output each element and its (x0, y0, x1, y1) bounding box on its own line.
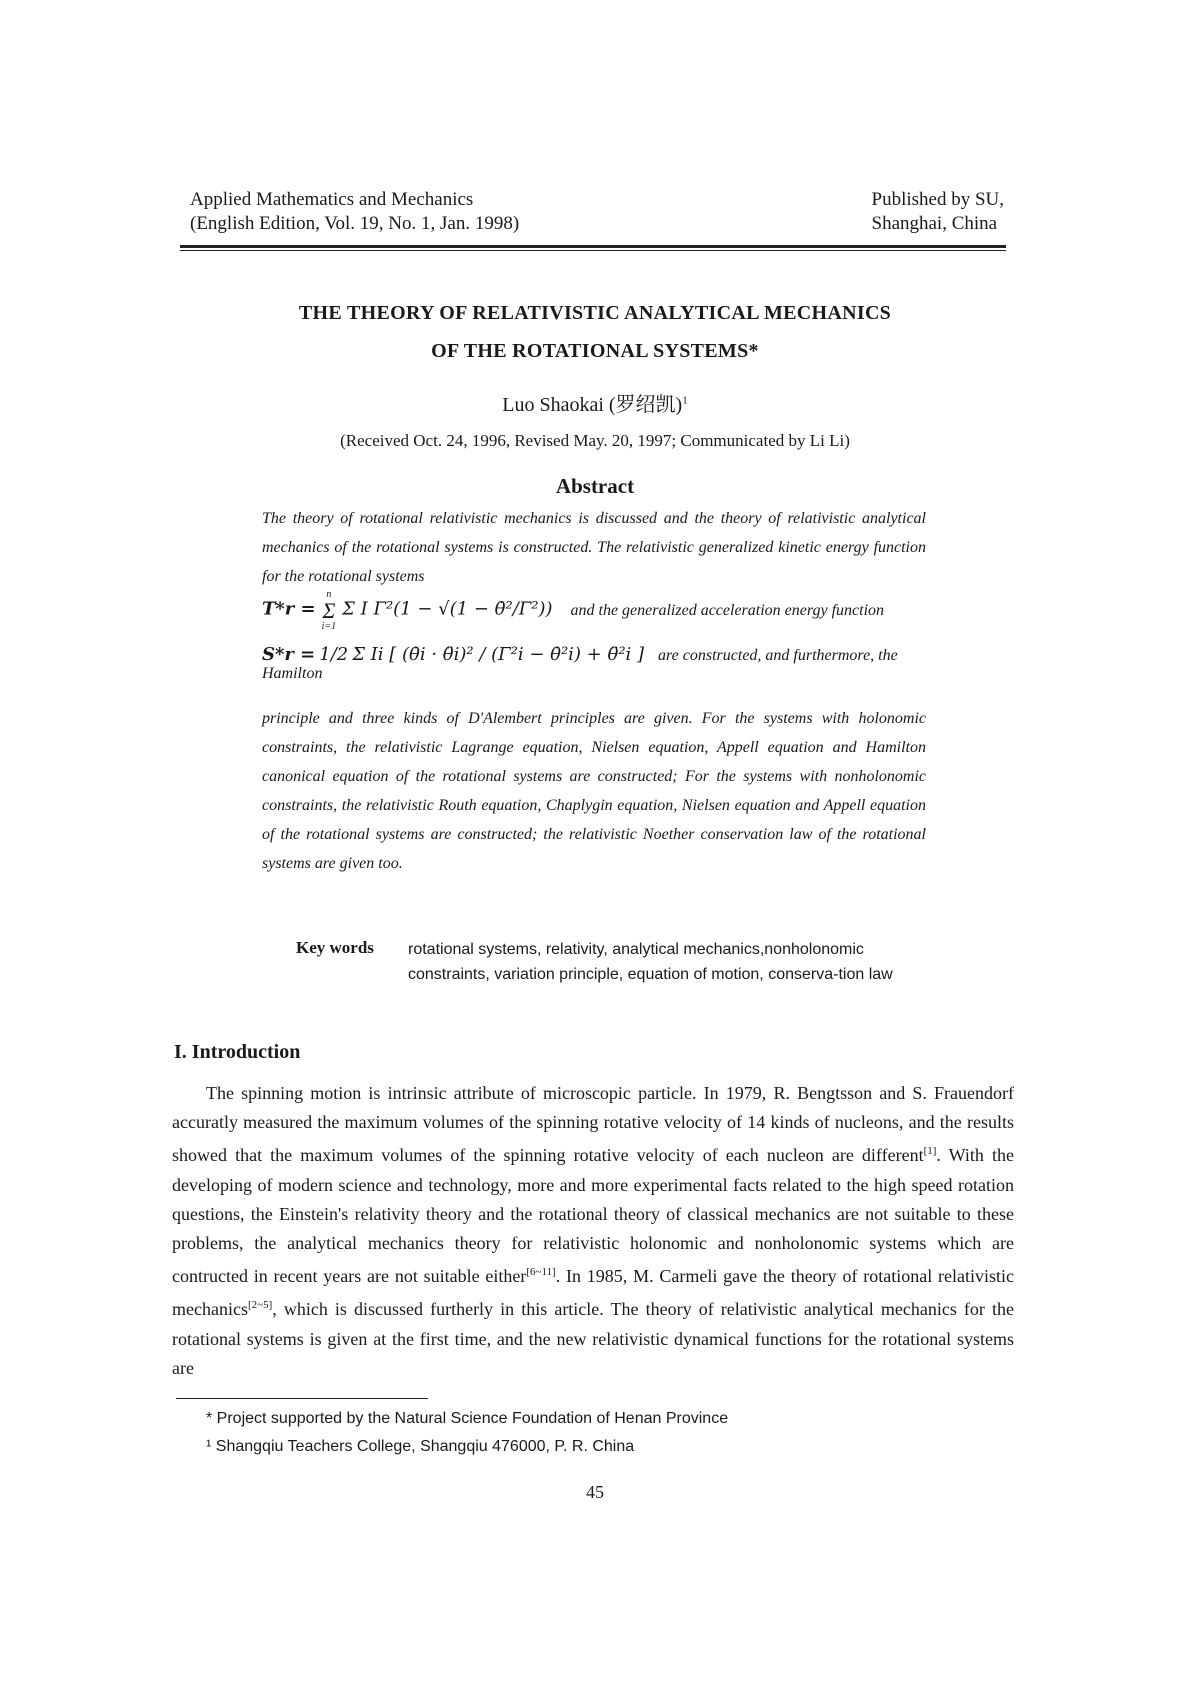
intro-segment-2: . With the developing of modern science and technology, more and more experimental facts related to the high speed rotation questions, the Einstein's relativity theory and the rotational theory of classical mechanics are not suitable to these problems, the analytical mechanics theory for relativistic holonomic and nonholonomic systems which are contructed in recent years are not suitable either (172, 1145, 1014, 1287)
keywords-list: rotational systems, relativity, analytical mechanics,nonholonomic constraints, variation principle, equation of motion, conserva-tion law (408, 941, 893, 983)
kinetic-energy-formula (262, 590, 926, 632)
abstract-paragraph-1 (262, 504, 926, 591)
formula2-tail: are constructed, and furthermore, the Hamilton (262, 647, 898, 682)
footnote-rule (176, 1398, 428, 1399)
intro-segment-1: The spinning motion is intrinsic attribute of microscopic particle. In 1979, R. Bengtsson and S. Frauendorf accuratly measured the maximum volumes of the spinning rotative velocity of 14 kinds of nucleons, and the results showed that the maximum volumes of the spinning rotative velocity of each nucleon are different (172, 1083, 1014, 1166)
formula1-rhs: Σ I Γ²(1 − √(1 − θ̇²/Γ²)) (342, 598, 553, 620)
keywords-label: Key words (296, 938, 374, 957)
footnote-affiliation: ¹ Shangqiu Teachers College, Shangqiu 476000, P. R. China (206, 1438, 635, 1455)
formula1-sum-top: n (326, 589, 332, 600)
acceleration-energy-formula (262, 644, 926, 683)
intro-segment-3: . In 1985, M. Carmeli gave the theory of rotational relativistic mechanics (172, 1266, 1014, 1320)
received-dates: (Received Oct. 24, 1996, Revised May. 20, 1997; Communicated by Li Li) (340, 431, 850, 450)
formula2-body: Σ Ii [ (θ̇i · θ̈i)² / (Γ²i − θ̇²i) + θ̈²i ] (352, 644, 645, 665)
publisher-info (872, 188, 1005, 236)
header-rule-thick (180, 245, 1006, 248)
formula2-lhs: S*r = (262, 644, 316, 665)
intro-segment-4: , which is discussed furtherly in this article. The theory of relativistic analytical mechanics for the rotational systems is given at the first time, and the new relativistic dynamical functions for the rotational systems are (172, 1299, 1014, 1378)
formula1-tail: and the generalized acceleration energy function (570, 601, 885, 619)
section-heading: I. Introduction (174, 1041, 301, 1063)
formula1-sum: n Σ i=1 (321, 589, 337, 632)
paper-title (180, 294, 1010, 370)
page-number: 45 (586, 1482, 604, 1502)
citation-2: [6~11] (526, 1266, 556, 1279)
abstract-heading: Abstract (555, 474, 635, 498)
author (180, 388, 1010, 417)
journal-info (190, 188, 519, 236)
author-name: Luo Shaokai (罗绍凯) (502, 394, 683, 416)
header-rule-thin (180, 250, 1006, 251)
footnote-funding: * Project supported by the Natural Science Foundation of Henan Province (206, 1410, 729, 1427)
introduction-paragraph (172, 1079, 1014, 1383)
citation-3: [2~5] (247, 1299, 273, 1312)
formula1-sum-bottom: i=1 (321, 621, 337, 632)
author-affiliation-marker: 1 (682, 394, 688, 407)
publisher-name: Published by SU, (871, 189, 1004, 210)
publisher-location: Shanghai, China (871, 213, 998, 234)
formula1-lhs: T*r = (262, 598, 316, 620)
abstract-text-1: The theory of rotational relativistic mechanics is discussed and the theory of relativistic analytical mechanics of the rotational systems is constructed. The relativistic generalized kinetic energy function for the rotational systems (262, 510, 926, 585)
journal-edition: (English Edition, Vol. 19, No. 1, Jan. 1998) (190, 213, 520, 234)
formula2-half: 1/2 (319, 644, 349, 665)
abstract-text-2: principle and three kinds of D'Alembert principles are given. For the systems with holonomic constraints, the relativistic Lagrange equation, Nielsen equation, Appell equation and Hamilton canonical equation of the rotational systems are constructed; For the systems with nonholonomic constraints, the relativistic Routh equation, Chaplygin equation, Nielsen equation and Appell equation of the rotational systems are constructed; the relativistic Noether conservation law of the rotational systems are given too. (262, 710, 926, 872)
title-line-2: OF THE ROTATIONAL SYSTEMS* (431, 340, 759, 362)
journal-name: Applied Mathematics and Mechanics (190, 189, 474, 210)
abstract-paragraph-2 (262, 704, 926, 878)
citation-1: [1] (923, 1145, 937, 1158)
title-line-1: THE THEORY OF RELATIVISTIC ANALYTICAL MECHANICS (298, 302, 892, 324)
